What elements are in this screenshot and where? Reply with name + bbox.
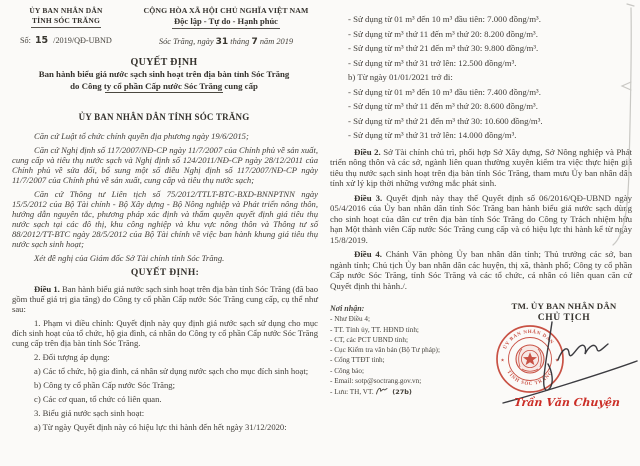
national-header-block [124, 6, 328, 29]
preamble-paragraph: Căn cứ Thông tư Liên tịch số 75/2012/TTLT-BTC-BXD-BNNPTNN ngày 15/5/2012 của Bộ Tài chính - Bộ Xây dựng - Bộ Nông nghiệp và Phát triển nông thôn, hướng dẫn nguyên tắc, phương pháp xác định và thẩm quyền quyết định giá tiêu thụ nước sạch tại các đô thị, khu công nghiệp và khu vực nông thôn và Thông tư số 88/2012/TT-BTC ngày 28/5/2012 của Bộ Tài chính về việc ban hành khung giá tiêu thụ nước sạch sinh hoạt; [12, 189, 318, 249]
signature-position: CHỦ TỊCH [537, 313, 591, 323]
document-number: Số: 15 /2019/QĐ-UBND [20, 35, 112, 46]
tariff-line: - Sử dụng từ m³ thứ 11 đến m³ thứ 20: 8.600 đồng/m³. [348, 101, 538, 111]
right-column [330, 12, 632, 291]
decree-heading: QUYẾT ĐỊNH: [130, 268, 200, 278]
recipient-item: - Công báo; [330, 366, 364, 375]
preamble-paragraph: Căn cứ Luật tổ chức chính quyền địa phương ngày 19/6/2015; [34, 131, 249, 141]
day-handwritten: 31 [215, 37, 229, 47]
recipient-item: - Cục Kiểm tra văn bản (Bộ Tư pháp); [330, 346, 440, 355]
tariff-line: - Sử dụng từ 01 m³ đến 10 m³ đầu tiên: 7.000 đồng/m³. [348, 14, 541, 24]
recipient-item: - TT. Tỉnh ủy, TT. HĐND tỉnh; [330, 325, 419, 334]
preamble-paragraph: Căn cứ Nghị định số 117/2007/NĐ-CP ngày 11/7/2007 của Chính phủ về sản xuất, cung cấp và tiêu thụ nước sạch và Nghị định số 124/2011/NĐ-CP ngày 28/12/2011 của Chính phủ về sửa đổi, bổ sung một số điều Nghị định số 117/2007/NĐ-CP ngày 11/7/2007 của Chính phủ về sản xuất, cung cấp và tiêu thụ nước sạch; [12, 145, 318, 185]
tariff-2020-list [330, 12, 632, 143]
svg-text:★: ★ [500, 357, 505, 363]
svg-text:★: ★ [555, 357, 560, 363]
tariff-line: - Sử dụng từ m³ thứ 21 đến m³ thứ 30: 10.600 đồng/m³. [348, 115, 543, 126]
article3-paragraph: Điều 3. Quyết định này thay thế Quyết định số 06/2016/QĐ-UBND ngày 05/4/2016 của Ủy ban nhân dân tỉnh Sóc Trăng ban hành biểu giá nước sạch dùng cho sinh hoạt của dân cư trên địa bàn tỉnh Sóc Trăng do Công ty Trách nhiệm hữu hạn Một thành viên Cấp nước Sóc Trăng cung cấp và có hiệu lực thi hành kể từ ngày 15/8/2019. [330, 192, 632, 245]
signature-onbehalf: TM. ỦY BAN NHÂN DÂN [511, 301, 617, 311]
article1-item: a) Các tổ chức, hộ gia đình, cá nhân sử dụng nước sạch cho mục đích sinh hoạt; [34, 366, 309, 376]
article1-item: b) Công ty cổ phần Cấp nước Sóc Trăng; [34, 380, 175, 390]
handwritten-initials-icon [375, 386, 388, 395]
national-motto: Độc lập - Tự do - Hạnh phúc [124, 16, 328, 29]
decision-kind: QUYẾT ĐỊNH [130, 57, 198, 68]
article1-item: a) Từ ngày Quyết định này có hiệu lực thi hành đến hết ngày 31/12/2020: [34, 422, 287, 432]
place-date-line: Sóc Trăng, ngày 31 tháng 7 năm 2019 [158, 37, 294, 47]
title-separator [105, 92, 223, 93]
article1-item: c) Các cơ quan, tổ chức có liên quan. [34, 394, 162, 404]
decision-title-line2: do Công ty cổ phần Cấp nước Sóc Trăng cung cấp [70, 80, 258, 91]
article1-item: 2. Đối tượng áp dụng: [34, 352, 110, 362]
recipients-label: Nơi nhận: [330, 304, 365, 313]
decision-title-line1: Ban hành biểu giá nước sạch sinh hoạt trên địa bàn tỉnh Sóc Trăng [38, 69, 290, 79]
svg-text:ỦY BAN NHÂN DÂN: ỦY BAN NHÂN DÂN [503, 329, 554, 351]
tariff-line: - Sử dụng từ m³ thứ 11 đến m³ thứ 20: 8.200 đồng/m³. [348, 28, 538, 39]
article2-paragraph: Điều 2. Sở Tài chính chủ trì, phối hợp Sở Xây dựng, Sở Nông nghiệp và Phát triển nông thôn và các sở, ngành liên quan thường xuyên kiểm tra việc thực hiện giá tiêu thụ nước sạch sinh hoạt trên địa bàn tỉnh Sóc Trăng, tham mưu Ủy ban nhân dân tỉnh xử lý kịp thời những vướng mắc phát sinh. [330, 146, 632, 188]
tariff-line: - Sử dụng từ 01 m³ đến 10 m³ đầu tiên: 7.400 đồng/m³. [348, 86, 541, 97]
recipients-block [330, 304, 490, 398]
article1-item: 3. Biểu giá nước sạch sinh hoạt: [34, 408, 145, 418]
page-edge-artifact [598, 0, 640, 262]
copies-note: (27b) [392, 388, 412, 397]
month-handwritten: 7 [251, 37, 258, 47]
preamble-paragraph: Xét đề nghị của Giám đốc Sở Tài chính tỉnh Sóc Trăng. [34, 253, 225, 263]
document-number-handwritten: 15 [34, 35, 49, 46]
article4-paragraph: Điều 4. Chánh Văn phòng Ủy ban nhân dân tỉnh; Thủ trưởng các sở, ban ngành tỉnh; Chủ tịch Ủy ban nhân dân các huyện, thị xã, thành phố; Công ty cổ phần Cấp nước Sóc Trăng, tỉnh Sóc Trăng và các tổ chức, cá nhân có liên quan căn cứ Quyết định thi hành./. [330, 249, 632, 291]
recipient-item: - Cổng TTĐT tỉnh; [330, 356, 385, 365]
tariff-line: - Sử dụng từ m³ thứ 21 đến m³ thứ 30: 9.800 đồng/m³. [348, 43, 539, 53]
recipient-item-last: - Lưu: TH, VT. (27b) [330, 388, 412, 397]
tariff-line: - Sử dụng từ m³ thứ 31 trở lên: 12.500 đồng/m³. [348, 57, 517, 68]
recipient-item: - Email: sotp@soctrang.gov.vn; [330, 377, 422, 386]
issuing-org-block [8, 6, 124, 28]
article1-paragraph: Điều 1. Ban hành biểu giá nước sạch sinh hoạt trên địa bàn tỉnh Sóc Trăng (đã bao gồm thuế giá trị gia tăng) do Công ty cổ phần Cấp nước Sóc Trăng cung cấp, cụ thể như sau: [12, 284, 319, 314]
decision-title-block [10, 57, 318, 93]
tariff-line: - Sử dụng từ m³ thứ 31 trở lên: 14.000 đồng/m³. [348, 130, 517, 140]
svg-text:TỈNH SÓC TRĂNG: TỈNH SÓC TRĂNG [505, 369, 555, 388]
tariff-2021-heading: b) Từ ngày 01/01/2021 trở đi: [348, 72, 453, 82]
recipient-item: - CT, các PCT UBND tỉnh; [330, 335, 408, 344]
article1-item: 1. Phạm vi điều chỉnh: Quyết định này quy định giá nước sạch sử dụng cho mục đích sinh hoạt của tổ chức, hộ gia đình, cá nhân do Công ty cổ phần Cấp nước Sóc Trăng cung cấp trên địa bàn tỉnh Sóc Trăng. [12, 318, 318, 348]
signer-name: Trần Văn Chuyện [513, 396, 621, 409]
issuing-org-line2: TỈNH SÓC TRĂNG [8, 16, 124, 28]
recipient-item: - Như Điều 4; [330, 315, 371, 324]
issuing-org-line1: ỦY BAN NHÂN DÂN [29, 6, 103, 15]
left-column [12, 131, 318, 436]
national-line1: CỘNG HÒA XÃ HỘI CHỦ NGHĨA VIỆT NAM [143, 6, 309, 15]
authority-heading: ỦY BAN NHÂN DÂN TỈNH SÓC TRĂNG [78, 112, 250, 122]
